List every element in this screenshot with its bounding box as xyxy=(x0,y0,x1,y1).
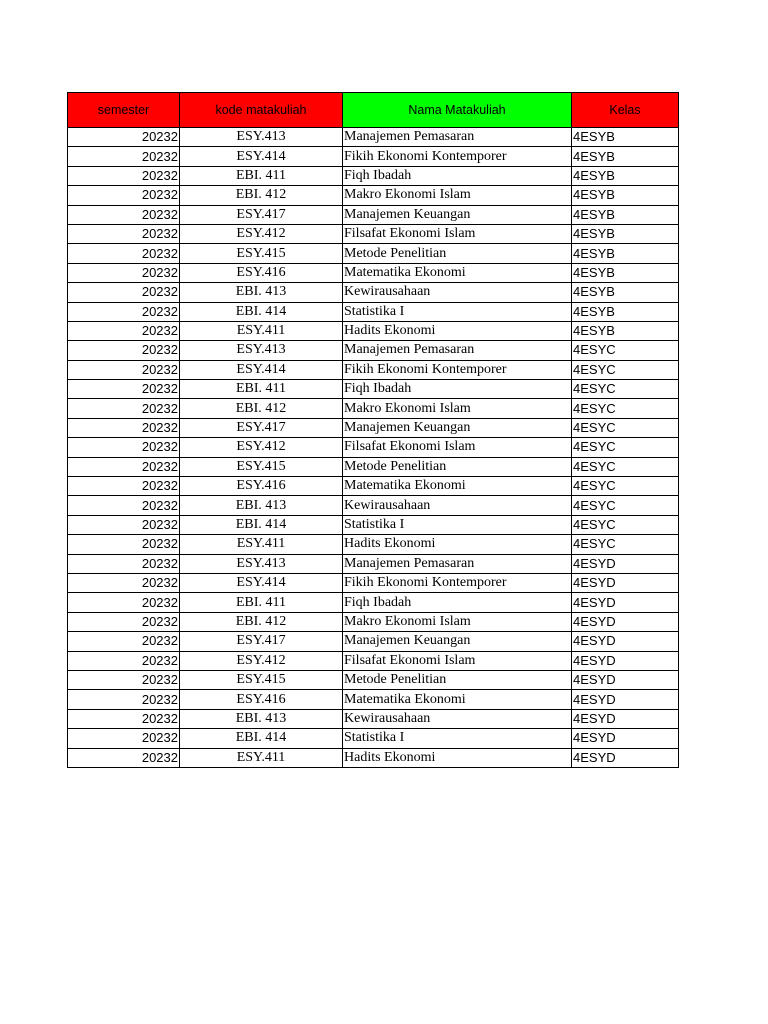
kelas-cell: 4ESYC xyxy=(572,457,679,476)
table-row xyxy=(68,709,679,728)
nama-matakuliah-cell: Matematika Ekonomi xyxy=(343,477,572,496)
nama-matakuliah-cell: Makro Ekonomi Islam xyxy=(343,186,572,205)
semester-cell: 20232 xyxy=(68,438,180,457)
header-semester: semester xyxy=(68,93,180,128)
kode-matakuliah-cell: ESY.415 xyxy=(180,670,343,689)
semester-cell: 20232 xyxy=(68,263,180,282)
table-row xyxy=(68,535,679,554)
table-row xyxy=(68,186,679,205)
kelas-cell: 4ESYB xyxy=(572,263,679,282)
kode-matakuliah-cell: ESY.413 xyxy=(180,128,343,147)
table-row xyxy=(68,748,679,767)
nama-matakuliah-cell: Kewirausahaan xyxy=(343,496,572,515)
kode-matakuliah-cell: ESY.412 xyxy=(180,651,343,670)
kode-matakuliah-cell: ESY.412 xyxy=(180,438,343,457)
kelas-cell: 4ESYC xyxy=(572,477,679,496)
kode-matakuliah-cell: ESY.414 xyxy=(180,147,343,166)
kode-matakuliah-cell: EBI. 413 xyxy=(180,709,343,728)
semester-cell: 20232 xyxy=(68,477,180,496)
nama-matakuliah-cell: Filsafat Ekonomi Islam xyxy=(343,224,572,243)
kode-matakuliah-cell: ESY.417 xyxy=(180,205,343,224)
table-row xyxy=(68,224,679,243)
header-kelas: Kelas xyxy=(572,93,679,128)
nama-matakuliah-cell: Manajemen Pemasaran xyxy=(343,128,572,147)
kode-matakuliah-cell: ESY.416 xyxy=(180,477,343,496)
nama-matakuliah-cell: Hadits Ekonomi xyxy=(343,321,572,340)
kode-matakuliah-cell: EBI. 413 xyxy=(180,496,343,515)
kode-matakuliah-cell: ESY.417 xyxy=(180,418,343,437)
kelas-cell: 4ESYD xyxy=(572,729,679,748)
kelas-cell: 4ESYD xyxy=(572,593,679,612)
table-row xyxy=(68,166,679,185)
kode-matakuliah-cell: ESY.414 xyxy=(180,573,343,592)
table-row xyxy=(68,612,679,631)
table-row xyxy=(68,283,679,302)
semester-cell: 20232 xyxy=(68,321,180,340)
nama-matakuliah-cell: Metode Penelitian xyxy=(343,244,572,263)
nama-matakuliah-cell: Makro Ekonomi Islam xyxy=(343,399,572,418)
table-row xyxy=(68,690,679,709)
header-row xyxy=(68,93,679,128)
table-row xyxy=(68,554,679,573)
semester-cell: 20232 xyxy=(68,244,180,263)
kode-matakuliah-cell: EBI. 411 xyxy=(180,380,343,399)
nama-matakuliah-cell: Fiqh Ibadah xyxy=(343,593,572,612)
kode-matakuliah-cell: ESY.411 xyxy=(180,321,343,340)
semester-cell: 20232 xyxy=(68,205,180,224)
table-row xyxy=(68,380,679,399)
kode-matakuliah-cell: EBI. 414 xyxy=(180,515,343,534)
table-row xyxy=(68,729,679,748)
kelas-cell: 4ESYD xyxy=(572,670,679,689)
semester-cell: 20232 xyxy=(68,302,180,321)
kelas-cell: 4ESYC xyxy=(572,515,679,534)
table-row xyxy=(68,573,679,592)
nama-matakuliah-cell: Manajemen Keuangan xyxy=(343,205,572,224)
kode-matakuliah-cell: ESY.417 xyxy=(180,632,343,651)
nama-matakuliah-cell: Fiqh Ibadah xyxy=(343,166,572,185)
semester-cell: 20232 xyxy=(68,457,180,476)
nama-matakuliah-cell: Hadits Ekonomi xyxy=(343,535,572,554)
table-row xyxy=(68,457,679,476)
table-row xyxy=(68,632,679,651)
table-row xyxy=(68,205,679,224)
semester-cell: 20232 xyxy=(68,496,180,515)
semester-cell: 20232 xyxy=(68,360,180,379)
kode-matakuliah-cell: ESY.411 xyxy=(180,748,343,767)
table-row xyxy=(68,418,679,437)
nama-matakuliah-cell: Metode Penelitian xyxy=(343,670,572,689)
semester-cell: 20232 xyxy=(68,593,180,612)
table-row xyxy=(68,147,679,166)
table-body xyxy=(68,128,679,768)
nama-matakuliah-cell: Fikih Ekonomi Kontemporer xyxy=(343,573,572,592)
kelas-cell: 4ESYB xyxy=(572,205,679,224)
semester-cell: 20232 xyxy=(68,535,180,554)
kode-matakuliah-cell: ESY.413 xyxy=(180,554,343,573)
kelas-cell: 4ESYC xyxy=(572,438,679,457)
kode-matakuliah-cell: ESY.411 xyxy=(180,535,343,554)
kelas-cell: 4ESYB xyxy=(572,224,679,243)
nama-matakuliah-cell: Statistika I xyxy=(343,515,572,534)
nama-matakuliah-cell: Statistika I xyxy=(343,302,572,321)
kode-matakuliah-cell: EBI. 412 xyxy=(180,399,343,418)
kode-matakuliah-cell: ESY.414 xyxy=(180,360,343,379)
semester-cell: 20232 xyxy=(68,418,180,437)
nama-matakuliah-cell: Fikih Ekonomi Kontemporer xyxy=(343,360,572,379)
kelas-cell: 4ESYC xyxy=(572,496,679,515)
semester-cell: 20232 xyxy=(68,341,180,360)
semester-cell: 20232 xyxy=(68,166,180,185)
kelas-cell: 4ESYD xyxy=(572,632,679,651)
kode-matakuliah-cell: ESY.416 xyxy=(180,690,343,709)
kode-matakuliah-cell: EBI. 412 xyxy=(180,186,343,205)
table-row xyxy=(68,477,679,496)
kode-matakuliah-cell: EBI. 414 xyxy=(180,729,343,748)
table-row xyxy=(68,263,679,282)
nama-matakuliah-cell: Fiqh Ibadah xyxy=(343,380,572,399)
semester-cell: 20232 xyxy=(68,729,180,748)
semester-cell: 20232 xyxy=(68,612,180,631)
semester-cell: 20232 xyxy=(68,515,180,534)
table-row xyxy=(68,341,679,360)
kelas-cell: 4ESYB xyxy=(572,186,679,205)
semester-cell: 20232 xyxy=(68,554,180,573)
kelas-cell: 4ESYB xyxy=(572,302,679,321)
kelas-cell: 4ESYB xyxy=(572,244,679,263)
semester-cell: 20232 xyxy=(68,380,180,399)
header-kode-matakuliah: kode matakuliah xyxy=(180,93,343,128)
kode-matakuliah-cell: ESY.413 xyxy=(180,341,343,360)
nama-matakuliah-cell: Makro Ekonomi Islam xyxy=(343,612,572,631)
nama-matakuliah-cell: Filsafat Ekonomi Islam xyxy=(343,651,572,670)
kelas-cell: 4ESYB xyxy=(572,166,679,185)
kelas-cell: 4ESYB xyxy=(572,147,679,166)
nama-matakuliah-cell: Kewirausahaan xyxy=(343,283,572,302)
semester-cell: 20232 xyxy=(68,283,180,302)
table-row xyxy=(68,128,679,147)
kode-matakuliah-cell: ESY.416 xyxy=(180,263,343,282)
nama-matakuliah-cell: Fikih Ekonomi Kontemporer xyxy=(343,147,572,166)
kode-matakuliah-cell: EBI. 411 xyxy=(180,593,343,612)
kelas-cell: 4ESYC xyxy=(572,418,679,437)
header-nama-matakuliah: Nama Matakuliah xyxy=(343,93,572,128)
kelas-cell: 4ESYD xyxy=(572,690,679,709)
nama-matakuliah-cell: Hadits Ekonomi xyxy=(343,748,572,767)
semester-cell: 20232 xyxy=(68,690,180,709)
table-row xyxy=(68,670,679,689)
table-row xyxy=(68,515,679,534)
table-row xyxy=(68,302,679,321)
table-row xyxy=(68,438,679,457)
semester-cell: 20232 xyxy=(68,128,180,147)
semester-cell: 20232 xyxy=(68,573,180,592)
nama-matakuliah-cell: Manajemen Pemasaran xyxy=(343,554,572,573)
kode-matakuliah-cell: EBI. 413 xyxy=(180,283,343,302)
kelas-cell: 4ESYD xyxy=(572,573,679,592)
nama-matakuliah-cell: Filsafat Ekonomi Islam xyxy=(343,438,572,457)
nama-matakuliah-cell: Manajemen Pemasaran xyxy=(343,341,572,360)
nama-matakuliah-cell: Statistika I xyxy=(343,729,572,748)
kelas-cell: 4ESYC xyxy=(572,341,679,360)
nama-matakuliah-cell: Matematika Ekonomi xyxy=(343,690,572,709)
nama-matakuliah-cell: Matematika Ekonomi xyxy=(343,263,572,282)
semester-cell: 20232 xyxy=(68,670,180,689)
nama-matakuliah-cell: Manajemen Keuangan xyxy=(343,632,572,651)
kelas-cell: 4ESYD xyxy=(572,748,679,767)
kelas-cell: 4ESYD xyxy=(572,651,679,670)
kode-matakuliah-cell: ESY.412 xyxy=(180,224,343,243)
kode-matakuliah-cell: EBI. 412 xyxy=(180,612,343,631)
table-row xyxy=(68,399,679,418)
kode-matakuliah-cell: EBI. 411 xyxy=(180,166,343,185)
table-row xyxy=(68,496,679,515)
kelas-cell: 4ESYD xyxy=(572,554,679,573)
table-row xyxy=(68,244,679,263)
semester-cell: 20232 xyxy=(68,709,180,728)
kode-matakuliah-cell: ESY.415 xyxy=(180,244,343,263)
kelas-cell: 4ESYD xyxy=(572,612,679,631)
course-schedule-table xyxy=(67,92,679,768)
table-row xyxy=(68,593,679,612)
table-row xyxy=(68,360,679,379)
table-row xyxy=(68,321,679,340)
kelas-cell: 4ESYC xyxy=(572,360,679,379)
kelas-cell: 4ESYB xyxy=(572,128,679,147)
nama-matakuliah-cell: Manajemen Keuangan xyxy=(343,418,572,437)
semester-cell: 20232 xyxy=(68,632,180,651)
kelas-cell: 4ESYD xyxy=(572,709,679,728)
semester-cell: 20232 xyxy=(68,748,180,767)
semester-cell: 20232 xyxy=(68,399,180,418)
kode-matakuliah-cell: ESY.415 xyxy=(180,457,343,476)
kelas-cell: 4ESYC xyxy=(572,399,679,418)
table-row xyxy=(68,651,679,670)
kelas-cell: 4ESYC xyxy=(572,380,679,399)
kelas-cell: 4ESYC xyxy=(572,535,679,554)
semester-cell: 20232 xyxy=(68,147,180,166)
semester-cell: 20232 xyxy=(68,186,180,205)
kode-matakuliah-cell: EBI. 414 xyxy=(180,302,343,321)
semester-cell: 20232 xyxy=(68,651,180,670)
nama-matakuliah-cell: Metode Penelitian xyxy=(343,457,572,476)
kelas-cell: 4ESYB xyxy=(572,283,679,302)
nama-matakuliah-cell: Kewirausahaan xyxy=(343,709,572,728)
semester-cell: 20232 xyxy=(68,224,180,243)
kelas-cell: 4ESYB xyxy=(572,321,679,340)
